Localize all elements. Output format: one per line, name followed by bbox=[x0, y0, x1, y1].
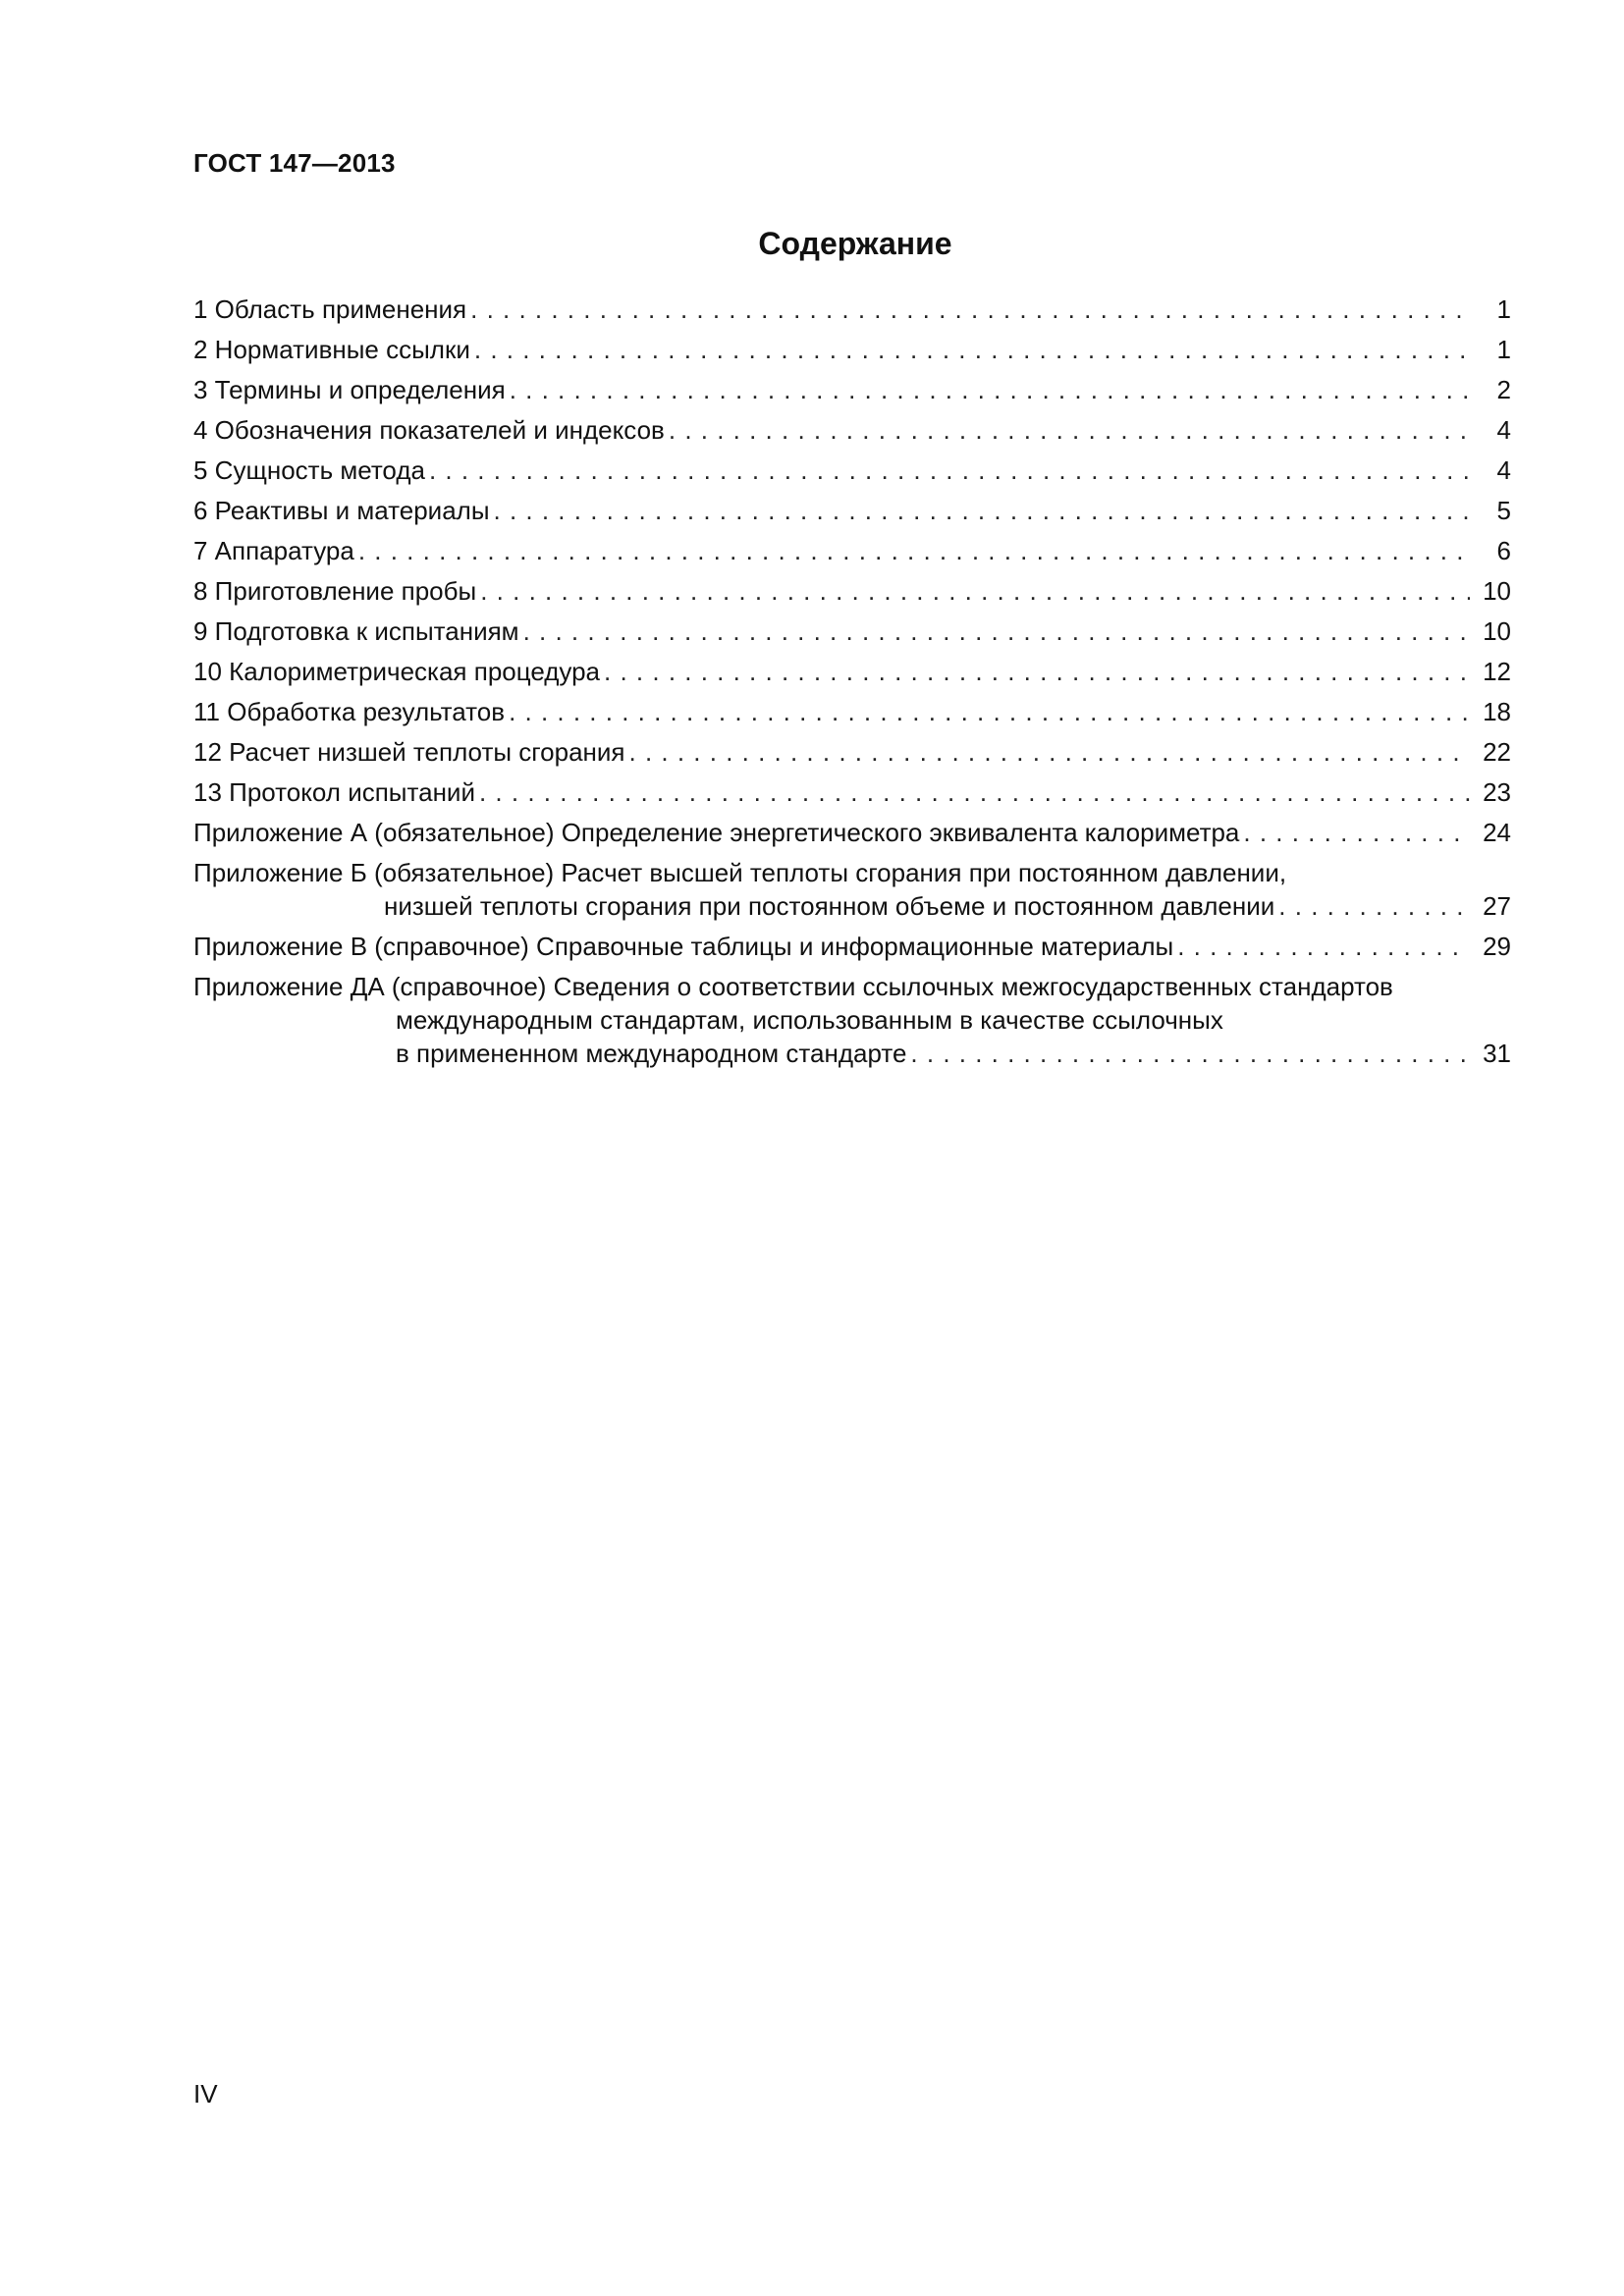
toc-entry-title-continuation: международным стандартам, использованным в качестве ссылочных bbox=[396, 1005, 1223, 1035]
dot-leader bbox=[910, 1037, 1470, 1070]
toc-entry-title: Приложение В (справочное) Справочные таблицы и информационные материалы bbox=[193, 932, 1174, 961]
toc-entry-title: 13 Протокол испытаний bbox=[193, 777, 475, 807]
toc-entry[interactable] bbox=[193, 775, 1511, 809]
toc-page-number: 10 bbox=[1483, 616, 1511, 646]
toc-entry[interactable] bbox=[193, 333, 1511, 366]
toc-entry-appendix-a[interactable] bbox=[193, 816, 1511, 849]
toc-entry[interactable] bbox=[193, 494, 1511, 527]
toc-entry-title-continuation: в примененном международном стандарте bbox=[396, 1039, 907, 1068]
toc-entry-title: 3 Термины и определения bbox=[193, 375, 506, 404]
toc-entry[interactable] bbox=[193, 373, 1511, 406]
toc-entry[interactable] bbox=[193, 695, 1511, 728]
toc-entry-title: Приложение Б (обязательное) Расчет высшей теплоты сгорания при постоянном давлении, bbox=[193, 858, 1287, 887]
dot-leader bbox=[480, 574, 1470, 608]
toc-entry-appendix-b[interactable] bbox=[193, 856, 1511, 923]
toc-entry[interactable] bbox=[193, 454, 1511, 487]
toc-entry-appendix-v[interactable] bbox=[193, 930, 1511, 963]
toc-entry[interactable] bbox=[193, 735, 1511, 769]
dot-leader bbox=[1243, 816, 1470, 849]
toc-entry-title: 6 Реактивы и материалы bbox=[193, 496, 490, 525]
toc-page-number: 6 bbox=[1496, 536, 1511, 565]
page-number: IV bbox=[193, 2079, 218, 2109]
toc-entry-title: 2 Нормативные ссылки bbox=[193, 335, 470, 364]
toc-entry[interactable] bbox=[193, 534, 1511, 567]
toc-entry-title: 12 Расчет низшей теплоты сгорания bbox=[193, 737, 625, 767]
toc-page-number: 2 bbox=[1496, 375, 1511, 404]
dot-leader bbox=[604, 655, 1470, 688]
toc-entry-title: Приложение А (обязательное) Определение энергетического эквивалента калориметра bbox=[193, 818, 1240, 847]
toc-entry-title: 1 Область применения bbox=[193, 294, 467, 324]
toc-title: Содержание bbox=[758, 226, 952, 261]
toc-page-number: 31 bbox=[1483, 1039, 1511, 1068]
toc-page-number: 10 bbox=[1483, 576, 1511, 606]
dot-leader bbox=[629, 735, 1470, 769]
toc-entry[interactable] bbox=[193, 293, 1511, 326]
dot-leader bbox=[479, 775, 1470, 809]
toc-entry-title: 4 Обозначения показателей и индексов bbox=[193, 415, 665, 445]
dot-leader bbox=[509, 695, 1470, 728]
toc-entry[interactable] bbox=[193, 655, 1511, 688]
toc-entry-title-continuation: низшей теплоты сгорания при постоянном объеме и постоянном давлении bbox=[384, 891, 1275, 921]
toc-page-number: 29 bbox=[1483, 932, 1511, 961]
toc-entry-title: Приложение ДА (справочное) Сведения о соответствии ссылочных межгосударственных стандартов bbox=[193, 972, 1393, 1001]
toc-entry-appendix-da[interactable] bbox=[193, 970, 1511, 1070]
toc-entry-title: 11 Обработка результатов bbox=[193, 697, 506, 726]
toc-entry-title: 7 Аппаратура bbox=[193, 536, 354, 565]
dot-leader bbox=[1177, 930, 1470, 963]
dot-leader bbox=[429, 454, 1470, 487]
toc-entry-title: 8 Приготовление пробы bbox=[193, 576, 477, 606]
dot-leader bbox=[510, 373, 1470, 406]
dot-leader bbox=[358, 534, 1470, 567]
toc-entry-title: 9 Подготовка к испытаниям bbox=[193, 616, 519, 646]
dot-leader bbox=[669, 413, 1470, 447]
toc-entry-title: 5 Сущность метода bbox=[193, 455, 425, 485]
table-of-contents bbox=[193, 293, 1511, 1077]
toc-page-number: 23 bbox=[1483, 777, 1511, 807]
document-code: ГОСТ 147—2013 bbox=[193, 148, 396, 178]
toc-page-number: 4 bbox=[1496, 455, 1511, 485]
toc-entry[interactable] bbox=[193, 574, 1511, 608]
toc-page-number: 22 bbox=[1483, 737, 1511, 767]
toc-page-number: 1 bbox=[1496, 294, 1511, 324]
toc-page-number: 1 bbox=[1496, 335, 1511, 364]
toc-entry[interactable] bbox=[193, 413, 1511, 447]
toc-page-number: 4 bbox=[1496, 415, 1511, 445]
toc-page-number: 24 bbox=[1483, 818, 1511, 847]
toc-entry-title: 10 Калориметрическая процедура bbox=[193, 657, 601, 686]
toc-entry[interactable] bbox=[193, 614, 1511, 648]
dot-leader bbox=[523, 614, 1470, 648]
toc-page-number: 18 bbox=[1483, 697, 1511, 726]
toc-page-number: 27 bbox=[1483, 891, 1511, 921]
toc-page-number: 5 bbox=[1496, 496, 1511, 525]
dot-leader bbox=[470, 293, 1470, 326]
dot-leader bbox=[474, 333, 1470, 366]
dot-leader bbox=[1278, 889, 1470, 923]
dot-leader bbox=[494, 494, 1470, 527]
toc-page-number: 12 bbox=[1483, 657, 1511, 686]
